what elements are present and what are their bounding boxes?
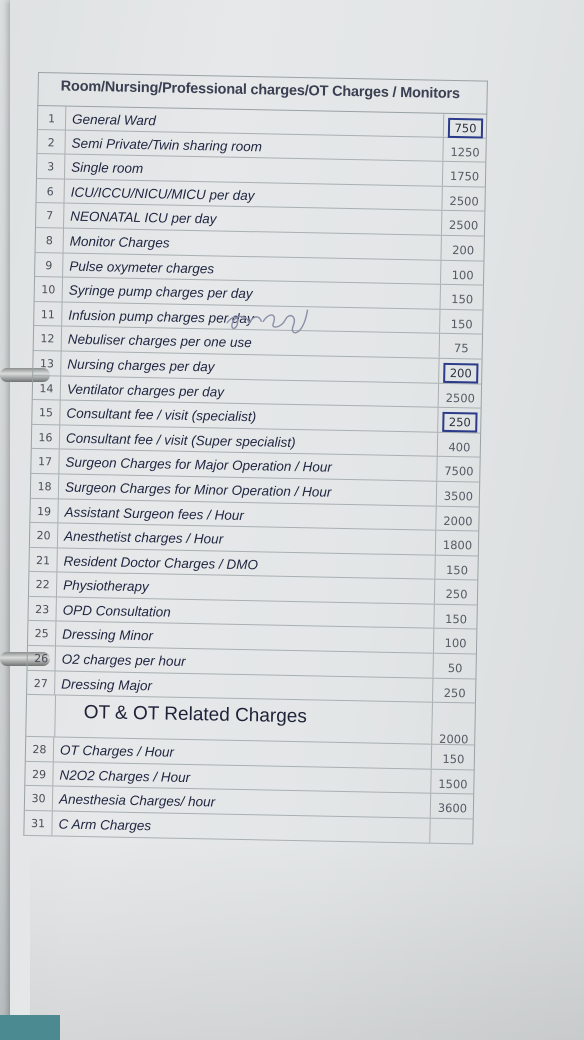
charge-value [436,482,480,506]
charge-value [429,819,473,843]
charge-amount: 2500 [449,193,479,209]
charge-amount: 2000 [443,513,473,528]
charge-label: Assistant Surgeon fees / Hour [64,504,245,523]
charge-amount: 150 [444,611,468,627]
charge-label: OPD Consultation [62,602,171,620]
row-number: 14 [33,375,61,399]
row-number: 6 [36,179,64,203]
charge-label: Surgeon Charges for Major Operation / Hour [65,454,332,476]
charge-amount: 150 [445,562,469,578]
row-number: 21 [29,548,57,572]
row-number: 26 [28,646,56,670]
charge-label: Ventilator charges per day [66,381,225,400]
row-number-blank [26,695,56,737]
charge-label: ICU/ICCU/NICU/MICU per day [70,184,255,203]
charge-label: Syringe pump charges per day [68,282,253,302]
page-shadow [30,840,584,1040]
charge-value [442,162,486,186]
charge-value [439,310,483,334]
charge-amount: 3500 [443,488,474,504]
charge-amount: 150 [451,292,474,307]
charge-amount: 2500 [445,390,476,405]
charge-value [431,703,476,745]
charge-amount: 200 [452,242,475,258]
charge-value [435,531,479,555]
charge-value [437,432,481,456]
charge-label: Semi Private/Twin sharing room [71,135,263,154]
row-number: 27 [27,671,55,695]
row-number: 1 [38,106,66,129]
charge-amount: 1750 [449,169,480,184]
charge-value [442,137,486,161]
charge-label: Dressing Minor [62,627,154,644]
row-number: 10 [35,277,63,301]
charge-label: Anesthesia Charges/ hour [58,791,216,810]
charge-label: Pulse oxymeter charges [69,258,215,276]
charge-amount: 750 [447,118,483,139]
row-number: 17 [31,449,59,473]
row-number: 12 [34,326,62,350]
charge-amount: 100 [451,267,474,282]
charge-value [433,629,477,653]
row-number: 15 [32,400,60,424]
charge-value [432,654,476,678]
charge-label: Nebuliser charges per one use [67,331,252,351]
charge-label: Resident Doctor Charges / DMO [63,553,259,572]
charge-value [440,236,484,260]
charge-label: General Ward [71,111,157,129]
row-number: 25 [28,621,56,645]
charge-amount: 200 [443,363,479,384]
section-title: OT & OT Related Charges [83,702,308,728]
charge-amount: 2000 [438,732,469,747]
charge-value [438,383,482,407]
charge-amount: 1250 [450,144,480,160]
row-number: 18 [31,474,59,498]
charge-amount: 3600 [437,801,468,816]
charge-label: Dressing Major [61,676,153,693]
charge-amount: 7500 [444,464,474,479]
charge-value [441,211,485,235]
row-number: 19 [30,498,58,522]
charge-value [443,114,487,137]
table-title: Room/Nursing/Professional charges/OT Charges / Monitors [37,72,488,115]
charge-label: OT Charges / Hour [59,742,175,760]
charge-value [438,359,482,383]
row-number: 7 [36,203,64,227]
charge-label: Physiotherapy [63,577,149,595]
charge-label: C Arm Charges [58,816,152,834]
charge-label: Consultant fee / visit (specialist) [66,405,257,425]
charge-value [434,555,478,579]
charge-label: Consultant fee / visit (Super specialist) [65,430,296,450]
charge-amount: 250 [445,587,468,602]
charge-label: Monitor Charges [69,233,170,251]
row-number: 8 [36,228,64,252]
row-number: 28 [26,737,54,761]
row-number: 3 [37,154,65,178]
charge-amount: 250 [443,685,466,700]
row-number: 13 [33,351,61,375]
charge-amount: 400 [448,439,471,455]
table-body [23,105,487,844]
row-number: 22 [29,572,57,596]
charge-amount: 150 [450,316,473,332]
charge-amount: 2500 [448,218,479,233]
charge-value [432,678,476,702]
row-number: 30 [25,786,53,810]
row-number: 29 [25,762,53,786]
charge-amount: 1500 [438,776,468,792]
charge-label: O2 charges per hour [61,651,186,670]
charge-amount: 75 [453,341,469,356]
charge-label: Anesthetist charges / Hour [63,528,224,547]
charge-label: Surgeon Charges for Minor Operation / Hour [64,479,332,500]
charge-value [437,408,481,432]
charge-amount: 150 [442,752,465,767]
charge-label: Single room [71,159,144,177]
row-number: 9 [35,253,63,277]
charges-table [23,72,492,851]
charge-amount: 100 [444,636,467,651]
charge-value [430,770,474,794]
charge-label: N2O2 Charges / Hour [59,767,191,785]
charge-amount: 50 [447,661,463,676]
handwritten-scribble-icon [223,301,324,343]
charge-value [434,580,478,604]
charge-value [440,285,484,309]
charge-amount: 1800 [442,537,473,553]
charge-value [440,260,484,284]
charge-value [436,457,480,481]
charge-value [431,745,475,769]
charge-value [430,794,474,818]
charge-value [435,506,479,530]
charge-label: Nursing charges per day [67,356,215,375]
row-number: 11 [34,302,62,326]
charge-amount: 250 [442,412,478,433]
binder-cover-edge [0,1015,60,1040]
charge-value [441,187,485,211]
row-number: 23 [28,597,56,621]
charge-value [433,605,477,629]
row-number: 20 [30,523,58,547]
row-number: 31 [24,811,52,835]
charge-value [439,334,483,358]
charge-label: Infusion pump charges per day [68,307,254,326]
row-number: 2 [37,130,65,154]
charge-label: NEONATAL ICU per day [70,209,217,227]
row-number: 16 [32,425,60,449]
